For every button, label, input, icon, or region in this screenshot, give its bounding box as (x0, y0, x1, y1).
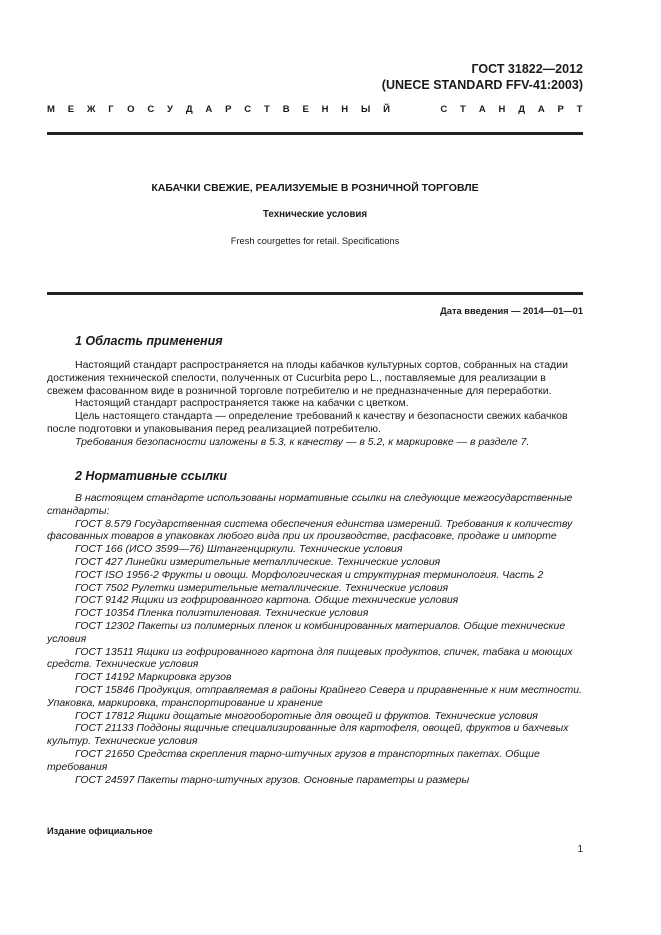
reference-item: ГОСТ 12302 Пакеты из полимерных пленок и комбинированных материалов. Общие технические условия (47, 619, 566, 645)
banner-letter: Ы (360, 104, 371, 115)
banner-letter: А (205, 104, 213, 115)
banner-letter: Р (225, 104, 232, 115)
banner-letter (422, 104, 428, 116)
banner-letter: У (167, 104, 173, 115)
banner-letter: Р (557, 104, 564, 115)
s1-paragraph: Цель настоящего стандарта — определение требований к качеству и безопасности свежих кабачков после подготовки и упаковывания перед реализацией потребителю. (47, 410, 568, 435)
s1-paragraph: Настоящий стандарт распространяется также на кабачки с цветком. (75, 397, 409, 410)
banner-letter: Е (302, 104, 309, 115)
reference-item: ГОСТ 21650 Средства скрепления тарно-штучных грузов в транспортных пакетах. Общие требования (47, 747, 540, 773)
banner-letter: В (282, 104, 290, 115)
banner-letter: Д (185, 104, 193, 115)
unece-number: (UNECE STANDARD FFV-41:2003) (381, 78, 583, 92)
banner-letter (403, 104, 409, 116)
banner-letter: Т (576, 104, 583, 115)
banner-letter: С (244, 104, 252, 115)
reference-item: ГОСТ 14192 Маркировка грузов (75, 671, 232, 684)
english-title: Fresh courgettes for retail. Specifications (230, 236, 400, 246)
s2-intro: В настоящем стандарте использованы нормативные ссылки на следующие межгосударственные стандарты: (47, 492, 573, 517)
banner-letter: Т (263, 104, 270, 115)
section-2-heading: 2 Нормативные ссылки (75, 469, 228, 483)
banner-letter: Й (383, 104, 390, 115)
banner-letter: А (537, 104, 545, 115)
official-edition-label: Издание официальное (47, 826, 153, 836)
banner-letter: Н (498, 104, 506, 115)
banner-letter: О (127, 104, 135, 115)
s1-paragraph: Требования безопасности изложены в 5.3, к качеству — в 5.2, к маркировке — в разделе 7. (75, 435, 530, 448)
reference-item: ГОСТ 8.579 Государственная система обеспечения единства измерений. Требования к количеству фасованных товаров в упаковках любого вида при их производстве, расфасовке, продаже и импорте (47, 517, 573, 543)
banner-letter: М (47, 104, 55, 115)
reference-item: ГОСТ 21133 Поддоны ящичные специализированные для картофеля, овощей, фруктов и бахчевых культур. Технические условия (47, 722, 569, 748)
banner-letter: Е (67, 104, 75, 115)
reference-item: ГОСТ 10354 Пленка полиэтиленовая. Технические условия (75, 607, 369, 620)
reference-item: ГОСТ 9142 Ящики из гофрированного картона. Общие технические условия (75, 594, 459, 607)
banner-letter: Д (518, 104, 526, 115)
title-rule (47, 292, 583, 295)
section-2-body (47, 492, 583, 786)
banner-letter: Г (108, 104, 114, 115)
reference-item: ГОСТ 7502 Рулетки измерительные металлические. Технические условия (75, 581, 449, 594)
reference-item: ГОСТ ISO 1956-2 Фрукты и овощи. Морфологическая и структурная терминология. Часть 2 (75, 568, 544, 581)
s1-paragraph: Настоящий стандарт распространяется на плоды кабачков культурных сортов, собранных на стадии достижения технической спелости, полученных от Cucurbita pepo L., поставляемые для реализации в свежем фасованном виде в розничной торговле потребителю и не предназначенные для переработки. (47, 359, 568, 397)
header-rule (47, 132, 583, 135)
banner-letter: Н (321, 104, 329, 115)
banner-letter: Ж (86, 104, 96, 115)
reference-item: ГОСТ 13511 Ящики из гофрированного картона для пищевых продуктов, спичек, табака и моющих средств. Технические условия (47, 645, 573, 671)
document-title: КАБАЧКИ СВЕЖИЕ, РЕАЛИЗУЕМЫЕ В РОЗНИЧНОЙ ТОРГОВЛЕ (151, 182, 479, 194)
reference-item: ГОСТ 427 Линейки измерительные металлические. Технические условия (75, 555, 441, 568)
intro-date: Дата введения — 2014—01—01 (440, 306, 583, 316)
page-number: 1 (577, 844, 583, 855)
interstate-standard-banner (47, 104, 583, 116)
section-1-body (47, 359, 583, 449)
section-1-heading: 1 Область применения (75, 334, 223, 348)
reference-item: ГОСТ 24597 Пакеты тарно-штучных грузов. Основные параметры и размеры (75, 773, 470, 786)
banner-letter: С (440, 104, 448, 115)
reference-item: ГОСТ 166 (ИСО 3599—76) Штангенциркули. Технические условия (75, 543, 403, 556)
document-subtitle: Технические условия (262, 209, 368, 220)
standard-number: ГОСТ 31822—2012 (471, 62, 583, 76)
banner-letter: Н (341, 104, 349, 115)
banner-letter: А (478, 104, 486, 115)
banner-letter: Т (460, 104, 466, 115)
banner-letter: С (147, 104, 155, 115)
reference-item: ГОСТ 17812 Ящики дощатые многооборотные для овощей и фруктов. Технические условия (75, 709, 538, 722)
reference-item: ГОСТ 15846 Продукция, отправляемая в районы Крайнего Севера и приравненные к ним местности. Упаковка, маркировка, транспортирование и хранение (47, 683, 583, 709)
